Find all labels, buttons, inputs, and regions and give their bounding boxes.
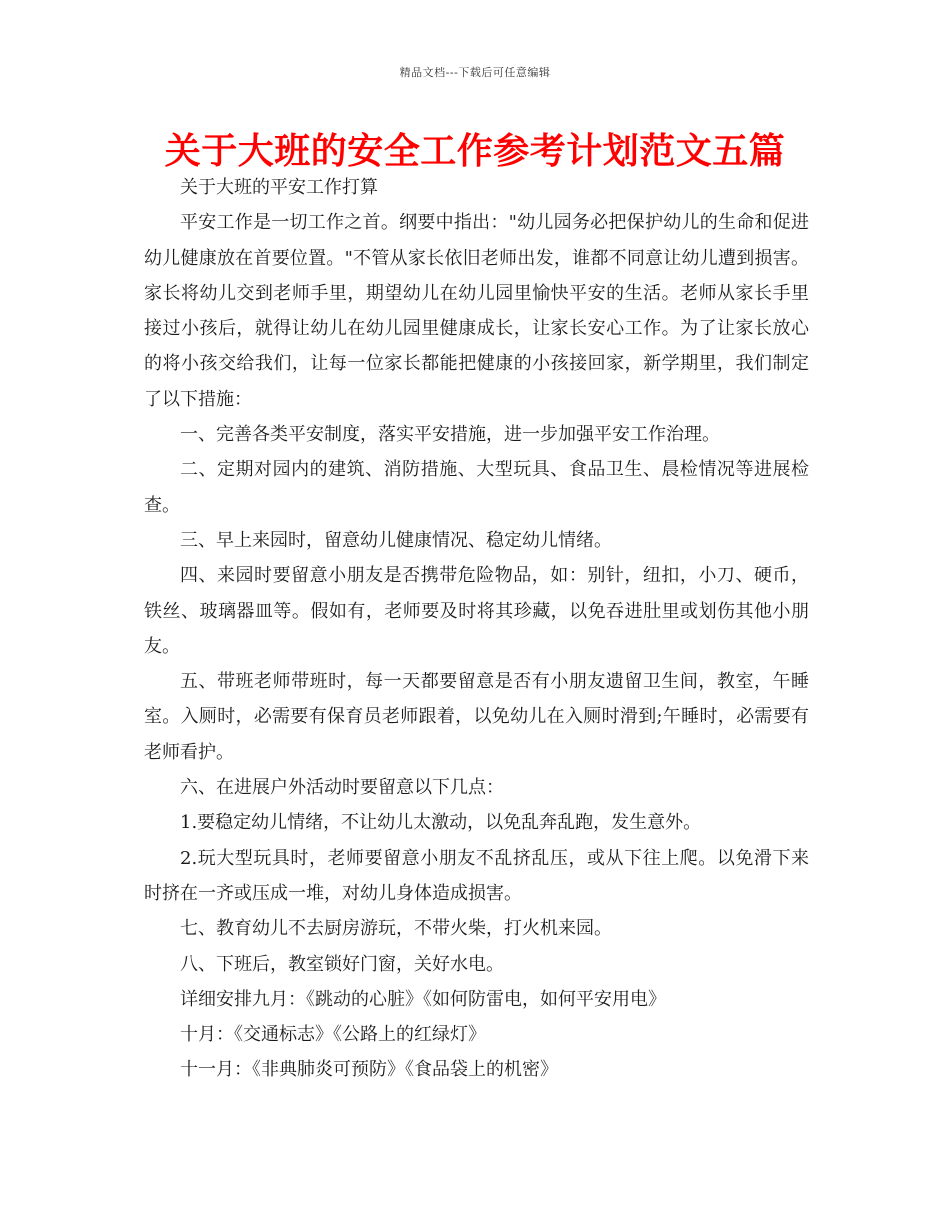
schedule-november: 十一月：《非典肺炎可预防》《食品袋上的机密》 bbox=[180, 1059, 558, 1081]
outdoor-point-2: 2.玩大型玩具时，老师要留意小朋友不乱挤乱压，或从下往上爬。以免滑下来时挤在一齐或压成一堆，对幼儿身体造成损害。 bbox=[144, 847, 809, 904]
measure-item-1: 一、完善各类平安制度，落实平安措施，进一步加强平安工作治理。 bbox=[180, 424, 720, 446]
header-note: 精品文档---下载后可任意编辑 bbox=[399, 66, 551, 79]
document-body bbox=[144, 170, 809, 1088]
measure-item-7: 七、教育幼儿不去厨房游玩，不带火柴，打火机来园。 bbox=[180, 918, 612, 940]
measure-item-5: 五、带班老师带班时，每一天都要留意是否有小朋友遗留卫生间，教室，午睡室。入厕时，必需要有保育员老师跟着，以免幼儿在入厕时滑到;午睡时，必需要有老师看护。 bbox=[144, 671, 809, 763]
intro-paragraph: 平安工作是一切工作之首。纲要中指出："幼儿园务必把保护幼儿的生命和促进幼儿健康放在首要位置。"不管从家长依旧老师出发，谁都不同意让幼儿遭到损害。家长将幼儿交到老师手里，期望幼儿在幼儿园里愉快平安的生活。老师从家长手里接过小孩后，就得让幼儿在幼儿园里健康成长，让家长安心工作。为了让家长放心的将小孩交给我们，让每一位家长都能把健康的小孩接回家，新学期里，我们制定了以下措施： bbox=[144, 212, 809, 410]
measure-item-3: 三、早上来园时，留意幼儿健康情况、稳定幼儿情绪。 bbox=[180, 529, 612, 551]
measure-item-2: 二、定期对园内的建筑、消防措施、大型玩具、食品卫生、晨检情况等进展检查。 bbox=[144, 459, 809, 516]
measure-item-8: 八、下班后，教室锁好门窗，关好水电。 bbox=[180, 953, 504, 975]
schedule-october: 十月：《交通标志》《公路上的红绿灯》 bbox=[180, 1024, 486, 1046]
measure-item-4: 四、来园时要留意小朋友是否携带危险物品，如：别针，纽扣，小刀、硬币，铁丝、玻璃器皿等。假如有，老师要及时将其珍藏，以免吞进肚里或划伤其他小朋友。 bbox=[144, 565, 809, 657]
document-title: 关于大班的安全工作参考计划范文五篇 bbox=[164, 131, 786, 172]
measure-item-6: 六、在进展户外活动时要留意以下几点： bbox=[180, 777, 504, 799]
outdoor-point-1: 1.要稳定幼儿情绪，不让幼儿太激动，以免乱奔乱跑，发生意外。 bbox=[180, 812, 702, 834]
section-heading: 关于大班的平安工作打算 bbox=[180, 177, 378, 198]
schedule-september: 详细安排九月：《跳动的心脏》《如何防雷电，如何平安用电》 bbox=[180, 988, 666, 1010]
